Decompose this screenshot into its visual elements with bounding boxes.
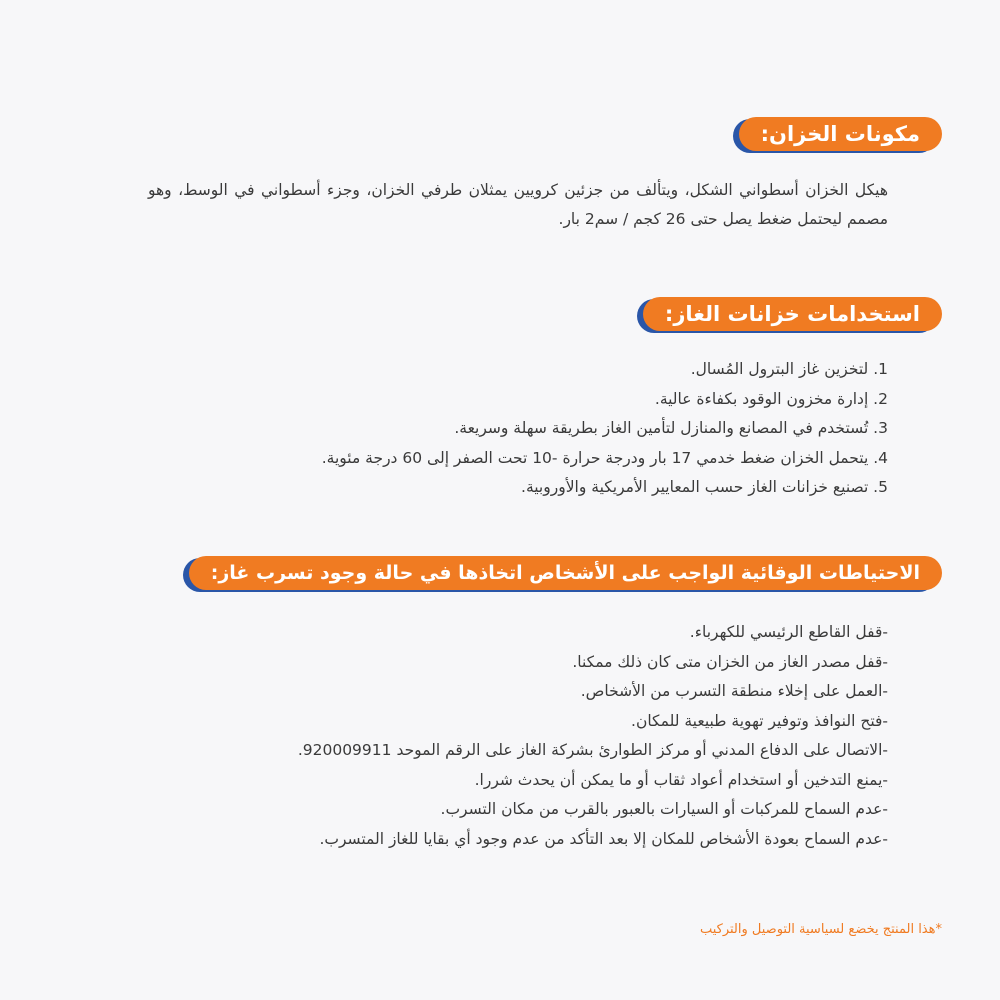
- list-item: 3. تُستخدم في المصانع والمنازل لتأمين الغاز بطريقة سهلة وسريعة.: [454, 419, 888, 437]
- list-item: 5. تصنيع خزانات الغاز حسب المعايير الأمريكية والأوروبية.: [521, 478, 888, 496]
- list-item: -فتح النوافذ وتوفير تهوية طبيعية للمكان.: [631, 711, 888, 730]
- footnote: *هذا المنتج يخضع لسياسية التوصيل والتركيب: [699, 922, 942, 937]
- section-title-precautions: الاحتياطات الوقائية الواجب على الأشخاص اتخاذها في حالة وجود تسرب غاز:: [189, 556, 942, 590]
- precautions-list: [108, 618, 888, 854]
- list-item: -قفل القاطع الرئيسي للكهرباء.: [689, 623, 888, 641]
- list-item: -الاتصال على الدفاع المدني أو مركز الطوارئ بشركة الغاز على الرقم الموحد 920009911.: [297, 741, 888, 759]
- list-item: -عدم السماح بعودة الأشخاص للمكان إلا بعد التأكد من عدم وجود أي بقايا للغاز المتسرب.: [319, 829, 888, 848]
- list-item: -يمنع التدخين أو استخدام أعواد ثقاب أو ما يمكن أن يحدث شررا.: [474, 770, 888, 789]
- list-item: 4. يتحمل الخزان ضغط خدمي 17 بار ودرجة حرارة -10 تحت الصفر إلى 60 درجة مئوية.: [321, 448, 888, 467]
- list-item: 1. لتخزين غاز البترول المُسال.: [690, 360, 888, 378]
- list-item: -قفل مصدر الغاز من الخزان متى كان ذلك ممكنا.: [572, 652, 888, 671]
- section-title-uses: استخدامات خزانات الغاز:: [643, 297, 942, 331]
- uses-list: [108, 355, 888, 503]
- components-paragraph: هيكل الخزان أسطواني الشكل، ويتألف من جزئين كرويين يمثلان طرفي الخزان، وجزء أسطواني في الوسط، وهو مصمم ليحتمل ضغط يصل حتى 26 كجم / سم2 بار.: [148, 181, 888, 228]
- section-title-components: مكونات الخزان:: [739, 117, 942, 151]
- list-item: 2. إدارة مخزون الوقود بكفاءة عالية.: [654, 389, 888, 408]
- list-item: -العمل على إخلاء منطقة التسرب من الأشخاص.: [580, 682, 888, 700]
- list-item: -عدم السماح للمركبات أو السيارات بالعبور بالقرب من مكان التسرب.: [440, 800, 888, 818]
